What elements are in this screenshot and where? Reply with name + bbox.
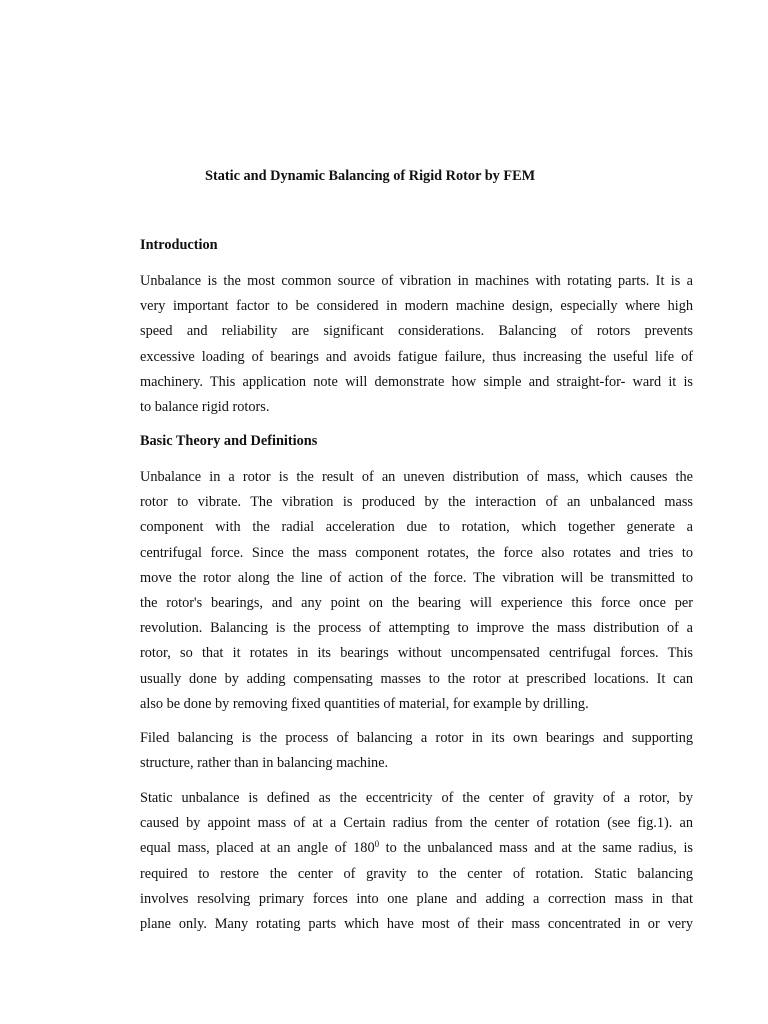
text-line: revolution. Balancing is the process of attempting to improve the mass distribution of a (140, 620, 693, 637)
text-line: centrifugal force. Since the mass component rotates, the force also rotates and tries to (140, 544, 693, 561)
text-line: excessive loading of bearings and avoids fatigue failure, thus increasing the useful life of (140, 348, 693, 365)
paragraph-introduction (140, 269, 693, 420)
section-heading-basic-theory: Basic Theory and Definitions (140, 433, 318, 449)
text-line: involves resolving primary forces into one plane and adding a correction mass in that (140, 890, 693, 907)
text-segment: equal mass, placed at an angle of 180 (140, 840, 375, 857)
text-line: Unbalance in a rotor is the result of an uneven distribution of mass, which causes the (140, 469, 693, 485)
text-line: Filed balancing is the process of balancing a rotor in its own bearings and supporting (140, 730, 693, 746)
text-line: the rotor's bearings, and any point on the bearing will experience this force once per (140, 595, 693, 612)
text-line: component with the radial acceleration due to rotation, which together generate a (140, 519, 693, 536)
text-line: very important factor to be considered in modern machine design, especially where high (140, 298, 693, 315)
text-segment: to the unbalanced mass and at the same radius, is (379, 840, 693, 857)
text-line: rotor, so that it rotates in its bearings without uncompensated centrifugal forces. This (140, 645, 693, 662)
text-line: structure, rather than in balancing machine. (140, 755, 389, 772)
paragraph-unbalance (140, 465, 693, 717)
text-line: to balance rigid rotors. (140, 399, 270, 416)
section-heading-introduction: Introduction (140, 237, 218, 253)
document-title: Static and Dynamic Balancing of Rigid Rotor by FEM (205, 168, 536, 184)
degree-superscript: 0 (374, 839, 380, 850)
text-line: required to restore the center of gravity to the center of rotation. Static balancing (140, 865, 693, 882)
text-line-with-superscript (140, 836, 693, 861)
text-line: also be done by removing fixed quantities of material, for example by drilling. (140, 695, 589, 712)
text-line: rotor to vibrate. The vibration is produced by the interaction of an unbalanced mass (140, 494, 693, 511)
paragraph-field-balancing (140, 726, 693, 776)
text-line: move the rotor along the line of action of the force. The vibration will be transmitted to (140, 569, 693, 586)
text-line: Unbalance is the most common source of vibration in machines with rotating parts. It is a (140, 273, 693, 289)
text-line: speed and reliability are significant considerations. Balancing of rotors prevents (140, 323, 693, 340)
text-line: Static unbalance is defined as the eccentricity of the center of gravity of a rotor, by (140, 790, 693, 806)
text-line: plane only. Many rotating parts which have most of their mass concentrated in or very (140, 916, 693, 933)
text-line: usually done by adding compensating masses to the rotor at prescribed locations. It can (140, 670, 693, 687)
text-line: caused by appoint mass of at a Certain radius from the center of rotation (see fig.1). an (140, 815, 693, 832)
text-line: machinery. This application note will demonstrate how simple and straight-for- ward it is (140, 373, 693, 390)
paragraph-static-unbalance (140, 786, 693, 937)
